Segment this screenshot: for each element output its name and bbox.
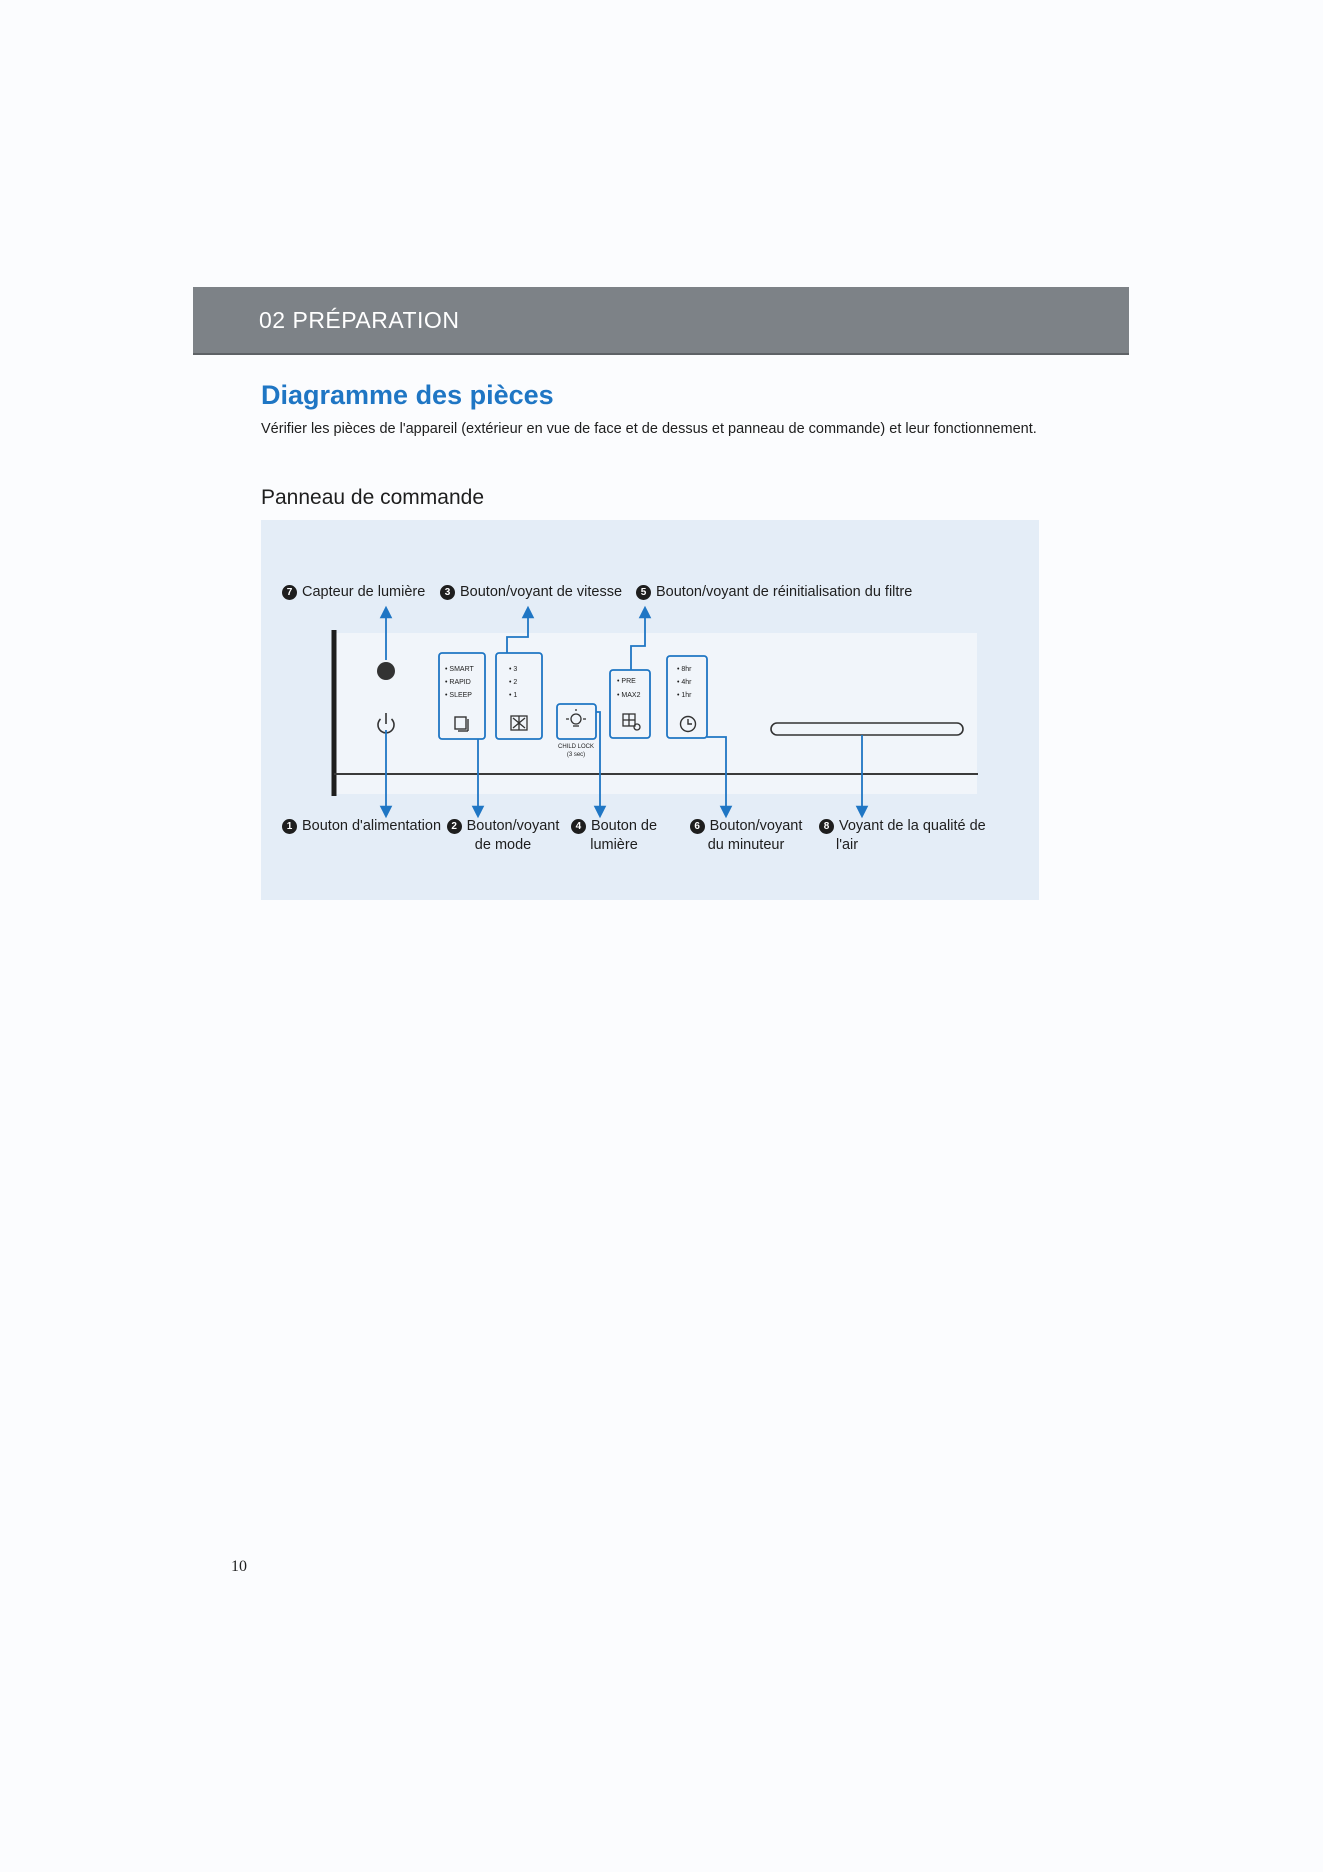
callout-label-line2: l'air — [836, 837, 859, 853]
callout-number: 8 — [819, 819, 834, 834]
mode-option-smart: • SMART — [445, 666, 474, 673]
callout-number: 1 — [282, 819, 297, 834]
timer-option-1hr: • 1hr — [677, 692, 692, 699]
timer-option-8hr: • 8hr — [677, 666, 692, 673]
filter-option-pre: • PRE — [617, 678, 636, 685]
speed-option-2: • 2 — [509, 679, 518, 686]
callout-label-line1: Bouton/voyant — [466, 818, 560, 834]
section-title: 02 PRÉPARATION — [259, 307, 460, 333]
light-sensor-dot — [377, 662, 395, 680]
mode-option-sleep: • SLEEP — [445, 692, 472, 699]
filter-reset-button[interactable] — [610, 670, 650, 738]
air-quality-bar — [771, 723, 963, 735]
child-lock-duration: (3 sec) — [566, 752, 586, 758]
page-number: 10 — [231, 1558, 247, 1575]
callout-number: 6 — [690, 819, 705, 834]
control-panel-heading: Panneau de commande — [261, 486, 484, 509]
mode-button[interactable] — [439, 653, 485, 739]
callout-label-line2: de mode — [474, 837, 532, 853]
power-icon[interactable] — [378, 713, 394, 733]
callout-number: 4 — [571, 819, 586, 834]
fan-icon — [511, 716, 527, 730]
mode-option-rapid: • RAPID — [445, 679, 471, 686]
callout-label-line1: Bouton de — [590, 818, 658, 834]
callout-label-line1: Voyant de la qualité de — [839, 818, 986, 834]
light-button[interactable] — [557, 704, 596, 758]
callout-label: Bouton/voyant de vitesse — [460, 584, 623, 600]
timer-button[interactable] — [667, 656, 707, 738]
callout-label-line2: lumière — [590, 837, 638, 853]
callout-label-line1: Bouton/voyant — [709, 818, 803, 834]
timer-option-4hr: • 4hr — [677, 679, 692, 686]
speed-option-1: • 1 — [509, 692, 518, 699]
intro-paragraph: Vérifier les pièces de l'appareil (extérieur en vue de face et de dessus et panneau de commande) et leur fonctionnement. — [261, 421, 1037, 437]
filter-option-max2: • MAX2 — [617, 692, 641, 699]
callout-label-line2: du minuteur — [707, 837, 785, 853]
mode-icon — [455, 717, 468, 731]
callout-label: Bouton d'alimentation — [302, 818, 442, 834]
callout-label: Capteur de lumière — [302, 584, 426, 600]
bulb-icon — [566, 709, 586, 726]
speed-option-3: • 3 — [509, 666, 518, 673]
clock-icon — [681, 717, 696, 732]
callout-label: Bouton/voyant de réinitialisation du filtre — [656, 584, 913, 600]
child-lock-label: CHILD LOCK — [557, 744, 595, 750]
filter-icon — [623, 714, 640, 730]
callout-number: 2 — [447, 819, 462, 834]
page-heading: Diagramme des pièces — [261, 380, 554, 410]
callout-number: 7 — [282, 585, 297, 600]
callout-number: 5 — [636, 585, 651, 600]
callout-lines — [386, 612, 862, 812]
speed-button[interactable] — [496, 653, 542, 739]
callout-number: 3 — [440, 585, 455, 600]
